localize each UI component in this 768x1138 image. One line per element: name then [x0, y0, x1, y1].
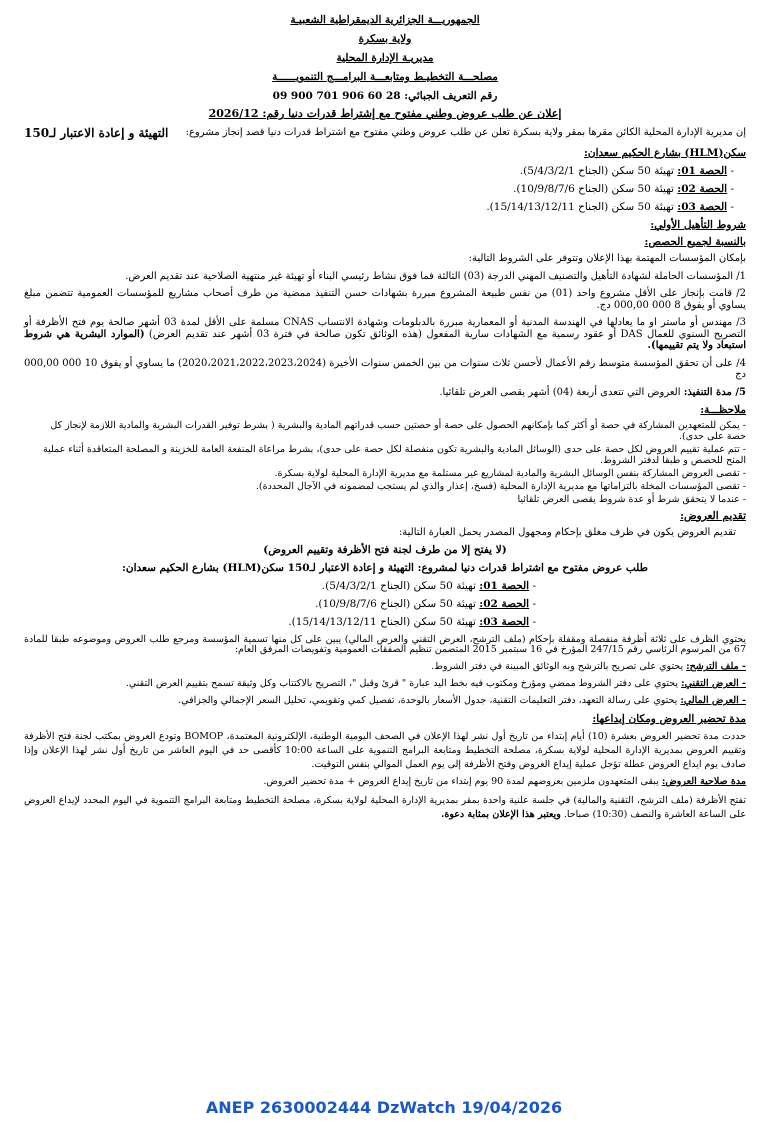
file-financial-text: يحتوي على رسالة التعهد، دفتر التعليمات التقنية، جدول الأسعار بالوحدة، تفصيل كمي وتقويمي، تحليل السعر الإجمالي والجزافي. — [178, 695, 678, 707]
validity-text: يبقى المتعهدون ملزمين بعروضهم لمدة 90 يوم إبتداء من تاريخ إيداع العروض + مدة تحضير العروض. — [263, 776, 659, 788]
wilaya-heading: ولاية بسكرة — [358, 33, 412, 46]
opening-paragraph — [24, 794, 746, 822]
service-heading: مصلحـــة التخطيـط ومتابعـــة البرامـــج التنمويــــــة — [272, 71, 498, 84]
deadline-title: مدة تحضير العروض ومكان إيداعها: — [592, 713, 746, 726]
opening-bold: ويعتبر هذا الإعلان بمثابة دعوة. — [441, 809, 561, 821]
lot-item: - الحصة 01: تهيئة 50 سكن (الجناح 5/4/3/2/1). — [519, 164, 734, 177]
submission-title: تقديم العروض: — [680, 509, 746, 522]
lot-text: تهيئة 50 سكن (الجناح 10/9/8/7/6). — [513, 182, 674, 195]
file-candidacy — [24, 662, 746, 673]
opening-text: تفتح الأظرفة (ملف الترشح، التقنية والمالية) في جلسة علنية واحدة بمقر بمديرية الإدارة المحلية لولاية بسكرة، مصلحة التخطيط ومتابعة البرامج التنموية في اليوم المحدد لإيداع العروض على الساعة العاشرة والنصف (10:30) صباحا. — [24, 795, 746, 821]
lot-text: تهيئة 50 سكن (الجناح 15/14/13/12/11). — [486, 200, 674, 213]
file-candidacy-label: - ملف الترشح: — [686, 661, 746, 673]
republic-heading: الجمهوريـــة الجزائرية الديمقراطية الشعبيـة — [290, 14, 480, 26]
file-technical-label: - العرض التقني: — [681, 678, 746, 690]
note-item: - يمكن للمتعهدين المشاركة في حصة أو أكثر كما بإمكانهم الحصول على حصة أو حصتين حسب قدراتهم المادية والبشرية ( بشرط توفير القدرات البشرية والمادية اللازمة لإنجاز كل حصة على حدى). — [50, 420, 746, 443]
tax-id: رقم التعريف الجبائي: 28 60 906 701 900 09 — [272, 90, 498, 103]
notes-list — [34, 421, 746, 505]
lot-label: الحصة 02: — [677, 182, 728, 195]
directorate-heading: مديريـة الإدارة المحلية — [336, 52, 434, 65]
deadline-text: حددت مدة تحضير العروض بعشرة (10) أيام إبتداء من تاريخ أول نشر لهذا الإعلان في الصحف اليومية الوطنية، الإلكترونية المعتمدة، BOMOP وتودع العروض بمكتب لجنة فتح الأظرفة وتقييم العروض بمديرية الإدارة المحلية لولاية بسكرة، مصلحة التخطيط ومتابعة البرامج التنموية على الساعة 10:00 كأقصى حد في اليوم العاشر من تاريخ أول نشر لهذا الإعلان وإذا صادف يوم ايداع العروض عطلة تؤجل عملية إيداع العروض وفتح الأظرفة إلى يوم العمل الموالي بنفس التوقيت. — [24, 731, 746, 770]
lot-text: تهيئة 50 سكن (الجناح 10/9/8/7/6). — [315, 598, 476, 611]
file-technical — [24, 679, 746, 690]
note-item: - تقصى العروض المشاركة بنفس الوسائل البشرية والمادية لمشاريع غير مستلمة مع مديرية الإدارة المحلية لولاية بسكرة. — [274, 467, 746, 479]
intro-paragraph — [24, 127, 746, 141]
lot-item: - الحصة 03: تهيئة 50 سكن (الجناح 15/14/13/12/11). — [288, 616, 536, 629]
file-financial-label: - العرض المالي: — [680, 695, 746, 707]
condition-1: 1/ المؤسسات الحاملة لشهادة التأهيل والتصنيف المهني الدرجة (03) الثالثة فما فوق نشاط رئيسي البناء أو تهيئة غير منتهية الصلاحية عند تقديم العرض. — [125, 270, 746, 282]
note-item: - تقصى المؤسسات المخلة بالتزاماتها مع مديرية الإدارة المحلية (فسخ، إعذار والذي لم يستجب لمضمونه في الآجال المحددة). — [255, 480, 746, 492]
note-item: - عندما لا يتحقق شرط أو عدة شروط يقصى العرض تلقائيا — [517, 493, 746, 505]
condition-2: 2/ قامت بإنجاز على الأقل مشروع واحد (01) من نفس طبيعة المشروع مبررة بشهادات حسن التنفيذ ممضية من طرف أصحاب مشاريع للمؤسسات العمومية تتضمن مبلغ يساوي أو يفوق 8 000 000,00 دج. — [24, 288, 746, 311]
file-financial — [24, 696, 746, 707]
validity-paragraph — [24, 777, 746, 788]
submission-lead: تقديم العروض يكون في ظرف مغلق بإحكام ومجهول المصدر يحمل العبارة التالية: — [398, 526, 736, 538]
condition-5 — [24, 387, 746, 399]
condition-4: 4/ على أن تحقق المؤسسة متوسط رقم الأعمال لأحسن ثلاث سنوات من بين الخمس سنوات الأخيرة (2020،2021،2022،2023،2024) ما يساوي أو يفوق 10 000 000,00 دج — [24, 357, 747, 381]
project-name-cont: سكن(HLM) بشارع الحكيم سعدان: — [584, 146, 746, 159]
lot-text: تهيئة 50 سكن (الجناح 5/4/3/2/1). — [321, 580, 476, 593]
note-item: - تتم عملية تقييم العروض لكل حصة على حدى (الوسائل المادية والبشرية تكون منفصلة لكل حصة على حدى)، بشرط مراعاة المنفعة العامة للخزينة و المصلحة المتعاقدة أثناء عملية المنح للحصص و طبقا لدفتر الشروط. — [43, 444, 746, 466]
lot-item: - الحصة 03: تهيئة 50 سكن (الجناح 15/14/13/12/11). — [486, 200, 734, 213]
condition-3-bold: (الموارد البشرية هي شروط استبعاد ولا يتم تقييمها). — [24, 328, 746, 352]
lot-text: تهيئة 50 سكن (الجناح 5/4/3/2/1). — [519, 164, 674, 177]
prequal-lead: بإمكان المؤسسات المهتمة بهذا الإعلان وتتوفر على الشروط التالية: — [468, 253, 746, 265]
lot-item: - الحصة 01: تهيئة 50 سكن (الجناح 5/4/3/2/1). — [321, 580, 536, 593]
lot-item: - الحصة 02: تهيئة 50 سكن (الجناح 10/9/8/7/6). — [315, 598, 536, 611]
condition-5-label: 5/ مدة التنفيذ: — [683, 386, 746, 398]
envelope-text: يحتوي الظرف على ثلاثة أظرفة منفصلة ومقفلة بإحكام (ملف الترشح، العرض التقني والعرض المالي) يبين على كل منها تسمية المؤسسة ومرجع طلب العروض وموضوعه طبقا للمادة 67 من المرسوم الرئاسي رقم 247/15 المؤرخ في 16 سبتمبر 2015 المتضمن تنظيم الصفقات العمومية وتفويضات المرفق العام: — [24, 633, 746, 656]
publication-reference: ANEP 2630002444 DzWatch 19/04/2026 — [205, 1098, 563, 1117]
condition-3 — [24, 317, 746, 352]
announcement-document — [24, 14, 746, 828]
submission-notice: (لا يفتح إلا من طرف لجنة فتح الأظرفة وتقييم العروض) — [263, 544, 507, 557]
lot-label: الحصة 02: — [479, 598, 530, 611]
condition-3-text: 3/ مهندس أو ماستر او ما يعادلها في الهندسة المدنية أو المعمارية مبررة بالدبلومات وشهادة الانتساب CNAS مسلمة على الأقل لمدة 03 أشهر صالحة يوم فتح الأظرفة أو التصريح السنوي للعمال DAS أو عقود رسمية مع الشهادات سارية المفعول (هذه الوثائق تكون صالحة في فترة 03 أشهر عند تقديم العرض) — [24, 317, 747, 340]
announcement-title: إعلان عن طلب عروض وطني مفتوح مع إشتراط قدرات دنيا رقم: 2026/12 — [208, 107, 562, 121]
lot-item: - الحصة 02: تهيئة 50 سكن (الجناح 10/9/8/7/6). — [513, 182, 734, 195]
lot-label: الحصة 01: — [479, 580, 530, 593]
prequal-subtitle: بالنسبة لجميع الحصص: — [644, 236, 746, 249]
intro-text: إن مديرية الإدارة المحلية الكائن مقرها بمقر ولاية بسكرة تعلن عن طلب عروض وطني مفتوح مع اشتراط قدرات دنيا قصد إنجاز مشروع: — [185, 126, 746, 138]
validity-label: مدة صلاحية العروض: — [661, 776, 746, 788]
submission-ref: طلب عروض مفتوح مع اشتراط قدرات دنيا لمشروع: التهيئة و إعادة الاعتبار لـ150 سكن(HLM) بشارع الحكيم سعدان: — [121, 562, 649, 575]
lot-label: الحصة 03: — [479, 616, 530, 629]
condition-5-text: العروض التي تتعدى أربعة (04) أشهر يقصى العرض تلقائيا. — [439, 386, 681, 398]
notes-title: ملاحظـــة: — [700, 404, 746, 417]
file-candidacy-text: يحتوي على تصريح بالترشح وبه الوثائق المبينة في دفتر الشروط. — [431, 661, 684, 673]
lot-label: الحصة 03: — [677, 200, 728, 213]
prequal-title: شروط التأهيل الأولي: — [650, 219, 746, 231]
lot-label: الحصة 01: — [677, 164, 728, 177]
lot-text: تهيئة 50 سكن (الجناح 15/14/13/12/11). — [288, 616, 476, 629]
file-technical-text: يحتوي على دفتر الشروط ممضي ومؤرخ ومكتوب فيه بخط اليد عبارة " قرئ وقبل "، التصريح بالاكتتاب وكل وثيقة تسمح بتقييم العرض التقني. — [125, 678, 679, 690]
project-name: التهيئة و إعادة الاعتبار لـ150 — [24, 125, 169, 140]
